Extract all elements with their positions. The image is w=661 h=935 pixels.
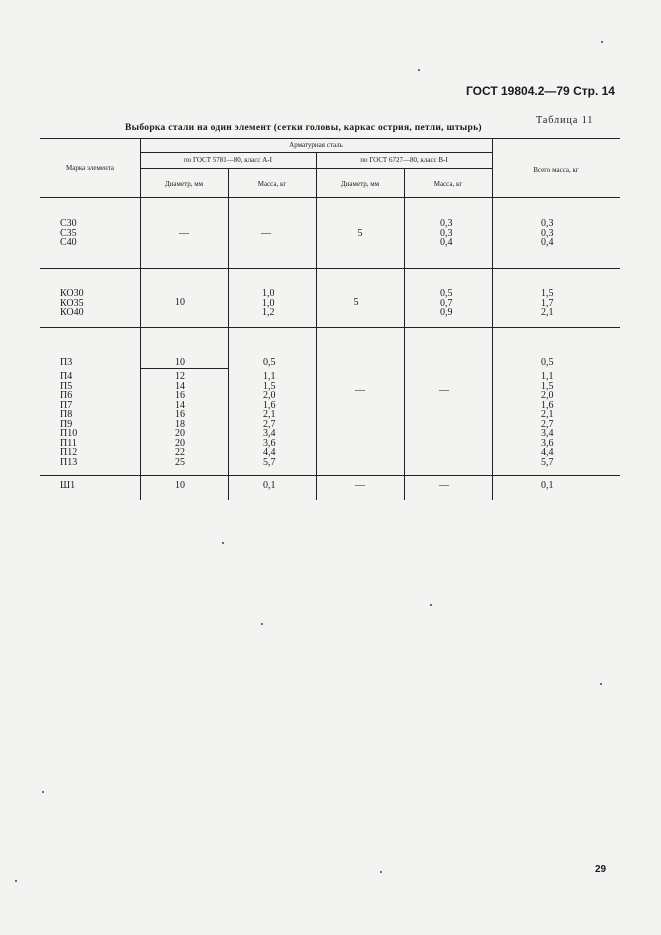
header-reinforcing-steel: Арматурная сталь: [289, 141, 343, 149]
table-title: Выборка стали на один элемент (сетки головы, каркас острия, петли, штырь): [125, 123, 482, 133]
scan-speck: [380, 871, 382, 873]
group2-diameter-a: 10: [175, 297, 185, 308]
group-divider: [40, 475, 620, 476]
group2-total: 1,5 1,7 2,1: [541, 288, 554, 318]
header-element-mark: Марка элемента: [66, 164, 114, 172]
header-diameter-a: Диаметр, мм: [164, 180, 204, 188]
header-bottom-rule: [40, 197, 620, 198]
scan-speck: [418, 69, 420, 71]
group4-diameter-a: 10: [175, 480, 185, 491]
scan-speck: [42, 791, 44, 793]
group3-first-diameter: 10: [175, 357, 185, 368]
group2-diameter-b: 5: [353, 297, 359, 308]
column-rule: [492, 138, 493, 500]
header-gost-5781: по ГОСТ 5781—80, класс А-I: [184, 156, 272, 164]
group4-mass-a: 0,1: [263, 480, 276, 491]
table-top-rule: [40, 138, 620, 139]
group1-mass-b: 0,3 0,3 0,4: [440, 218, 453, 248]
group3-first-total: 0,5: [541, 357, 554, 368]
column-rule: [140, 138, 141, 500]
page-number: 29: [595, 864, 607, 875]
group3-diameter-b: —: [355, 385, 365, 396]
group2-mass-b: 0,5 0,7 0,9: [440, 288, 453, 318]
group3-mass-b: —: [439, 385, 449, 396]
group4-mass-b: —: [439, 480, 449, 491]
group1-diameter-b: 5: [357, 228, 363, 239]
group-divider: [40, 268, 620, 269]
scan-speck: [600, 683, 602, 685]
group3-marks: П4 П5 П6 П7 П8 П9 П10 П11 П12 П13: [60, 371, 78, 468]
column-rule: [316, 152, 317, 500]
group4-diameter-b: —: [355, 480, 365, 491]
group3-diameter-a: 12 14 16 14 16 18 20 20 22 25: [175, 371, 185, 468]
group4-total: 0,1: [541, 480, 554, 491]
group4-mark: Ш1: [60, 480, 76, 491]
p3-divider: [140, 368, 228, 369]
column-rule: [404, 168, 405, 500]
group2-mass-a: 1,0 1,0 1,2: [262, 288, 275, 318]
header-gost-6727: по ГОСТ 6727—80, класс В-I: [360, 156, 448, 164]
group-divider: [40, 327, 620, 328]
group3-first-mark: П3: [60, 357, 73, 368]
header-diameter-b: Диаметр, мм: [340, 180, 380, 188]
group3-first-mass: 0,5: [263, 357, 276, 368]
header-mass-a: Масса, кг: [257, 180, 287, 188]
group1-marks: С30 С35 С40: [60, 218, 77, 248]
group1-mass-a: —: [261, 228, 271, 239]
table-number: Таблица 11: [536, 115, 594, 126]
group3-mass-a: 1,1 1,5 2,0 1,6 2,1 2,7 3,4 3,6 4,4 5,7: [263, 371, 276, 468]
document-header: ГОСТ 19804.2—79 Стр. 14: [466, 84, 615, 98]
group2-marks: КО30 КО35 КО40: [60, 288, 84, 318]
scan-speck: [15, 880, 17, 882]
scan-speck: [261, 623, 263, 625]
header-total-mass: Всего масса, кг: [533, 166, 579, 174]
header-mass-b: Масса, кг: [433, 180, 463, 188]
group3-total: 1,1 1,5 2,0 1,6 2,1 2,7 3,4 3,6 4,4 5,7: [541, 371, 554, 468]
group1-total: 0,3 0,3 0,4: [541, 218, 554, 248]
scan-speck: [222, 542, 224, 544]
scan-speck: [430, 604, 432, 606]
column-rule: [228, 168, 229, 500]
group1-diameter-a: —: [179, 228, 189, 239]
scan-speck: [601, 41, 603, 43]
